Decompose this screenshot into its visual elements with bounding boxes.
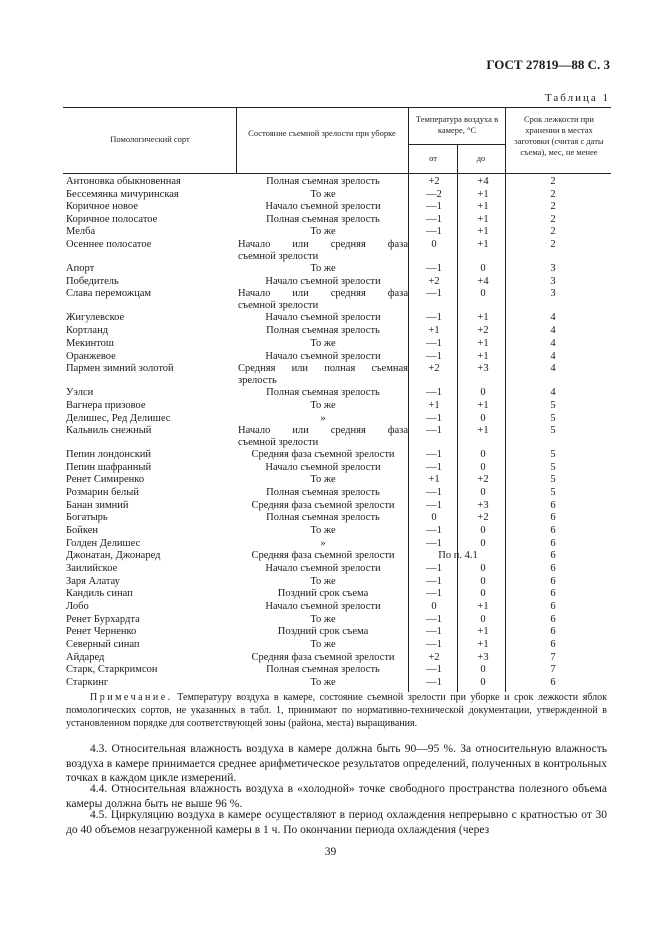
table-row: Мекинтош То же —1 +1 4 xyxy=(66,338,556,349)
table-row: Победитель Начало съемной зрелости +2 +4 3 xyxy=(66,276,556,287)
table-row: Коричное полосатое Полная съемная зрелость —1 +1 2 xyxy=(66,213,556,225)
table-row: Розмарин белый Полная съемная зрелость —1 0 5 xyxy=(66,487,556,498)
table-row: Пармен зимний золотой Средняя или полная съемная зрелость +2 +3 4 xyxy=(66,363,556,386)
table-row: Банан зимний Средняя фаза съемной зрелости —1 +3 6 xyxy=(66,499,556,511)
table-row: Делишес, Ред Делишес » —1 0 5 xyxy=(66,412,556,424)
table-row: Мелба То же —1 +1 2 xyxy=(66,226,556,237)
table-row: Старкинг То же —1 0 6 xyxy=(66,676,556,688)
header-sort: Помологический сорт xyxy=(110,134,190,144)
table-row: Вагнера призовое То же +1 +1 5 xyxy=(66,400,556,411)
table-row: Ренет Черненко Поздний срок съема —1 +1 6 xyxy=(66,626,556,637)
table-row: Бойкен То же —1 0 6 xyxy=(66,525,556,536)
table-row: Пепин лондонский Средняя фаза съемной зрелости —1 0 5 xyxy=(66,449,556,460)
header-from: от xyxy=(429,153,437,163)
header-state: Состояние съемной зрелости при уборке xyxy=(248,128,396,138)
table-row: Оранжевое Начало съемной зрелости —1 +1 4 xyxy=(66,350,556,362)
table-row: Старк, Старкримсон Полная съемная зрелость —1 0 7 xyxy=(66,664,556,675)
paragraph-4-5: 4.5. Циркуляцию воздуха в камере осуществляют в период охлаждения непрерывно с кратностью от 30 до 40 объемов незагруженной камеры в 1 ч. По окончании периода охлаждения (через xyxy=(66,809,607,836)
paragraph-4-3: 4.3. Относительная влажность воздуха в камере должна быть 90—95 %. За относительную влажность воздуха в камере принимается среднее арифметическое результатов определений, полученных в контрольных точках в каждом цикле измерений. xyxy=(66,743,607,784)
header-to: до xyxy=(476,153,486,163)
table-row: Ренет Бурхардта То же —1 0 6 xyxy=(66,613,556,625)
document-code: ГОСТ 27819—88 С. 3 xyxy=(486,57,610,72)
note-text: Температуру воздуха в камере, состояние съемной зрелости при уборке и срок лежкости яблок помологических сортов, не указанных в табл. 1, принимают по нормативно-технической документации, утвержденной в установленном порядке для соответствующей зоны (района, места) выращивания. xyxy=(66,692,607,729)
table-row: Коричное новое Начало съемной зрелости —1 +1 2 xyxy=(66,201,556,212)
table-row: Кандиль синап Поздний срок съема —1 0 6 xyxy=(66,588,556,599)
table-caption: Таблица 1 xyxy=(544,92,610,104)
header-temp: Температура воздуха в камере, °С xyxy=(415,114,499,135)
table-row: Лобо Начало съемной зрелости 0 +1 6 xyxy=(66,601,556,612)
table-row: Антоновка обыкновенная Полная съемная зрелость +2 +4 2 xyxy=(66,176,556,187)
table-row: Бессемянка мичуринская То же —2 +1 2 xyxy=(66,188,556,200)
table-row: Слава переможцам Начало или средняя фаза съемной зрелости —1 0 3 xyxy=(66,288,556,311)
table-row: Ренет Симиренко То же +1 +2 5 xyxy=(66,474,556,485)
table-row: Осеннее полосатое Начало или средняя фаза съемной зрелости 0 +1 2 xyxy=(66,238,556,262)
table-row: Кальвиль снежный Начало или средняя фаза съемной зрелости —1 +1 5 xyxy=(66,425,556,448)
col-divider-1 xyxy=(236,108,237,173)
header-term: Срок лежкости при хранении в местах заготовки (считая с даты съема), мес, не менее xyxy=(514,114,604,157)
table-row: Заря Алатау То же —1 0 6 xyxy=(66,575,556,587)
note-label: Примечание. xyxy=(90,692,173,703)
table-row: Уэлси Полная съемная зрелость —1 0 4 xyxy=(66,387,556,398)
table-top-rule xyxy=(63,107,611,108)
table-row: Богатырь Полная съемная зрелость 0 +2 6 xyxy=(66,512,556,523)
table-row: Кортланд Полная съемная зрелость +1 +2 4 xyxy=(66,325,556,336)
table-row: Жигулевское Начало съемной зрелости —1 +1 4 xyxy=(66,312,556,323)
paragraph-4-4: 4.4. Относительная влажность воздуха в «холодной» точке свободного пространства полезного объема камеры должна быть не выше 96 %. xyxy=(66,783,607,810)
table-row: Айдаред Средняя фаза съемной зрелости +2 +3 7 xyxy=(66,651,556,663)
table-row: Апорт То же —1 0 3 xyxy=(66,263,556,274)
table-row: Заилийское Начало съемной зрелости —1 0 6 xyxy=(66,563,556,574)
table-header-bottom-rule xyxy=(63,173,611,174)
table-row: Джонатан, Джонаред Средняя фаза съемной зрелости По п. 4.1 6 xyxy=(66,550,556,561)
table-row: Северный синап То же —1 +1 6 xyxy=(66,639,556,650)
page-number: 39 xyxy=(324,846,337,858)
table-row: Голден Делишес » —1 0 6 xyxy=(66,537,556,549)
table-row: Пепин шафранный Начало съемной зрелости —1 0 5 xyxy=(66,461,556,473)
table-note xyxy=(66,691,607,730)
